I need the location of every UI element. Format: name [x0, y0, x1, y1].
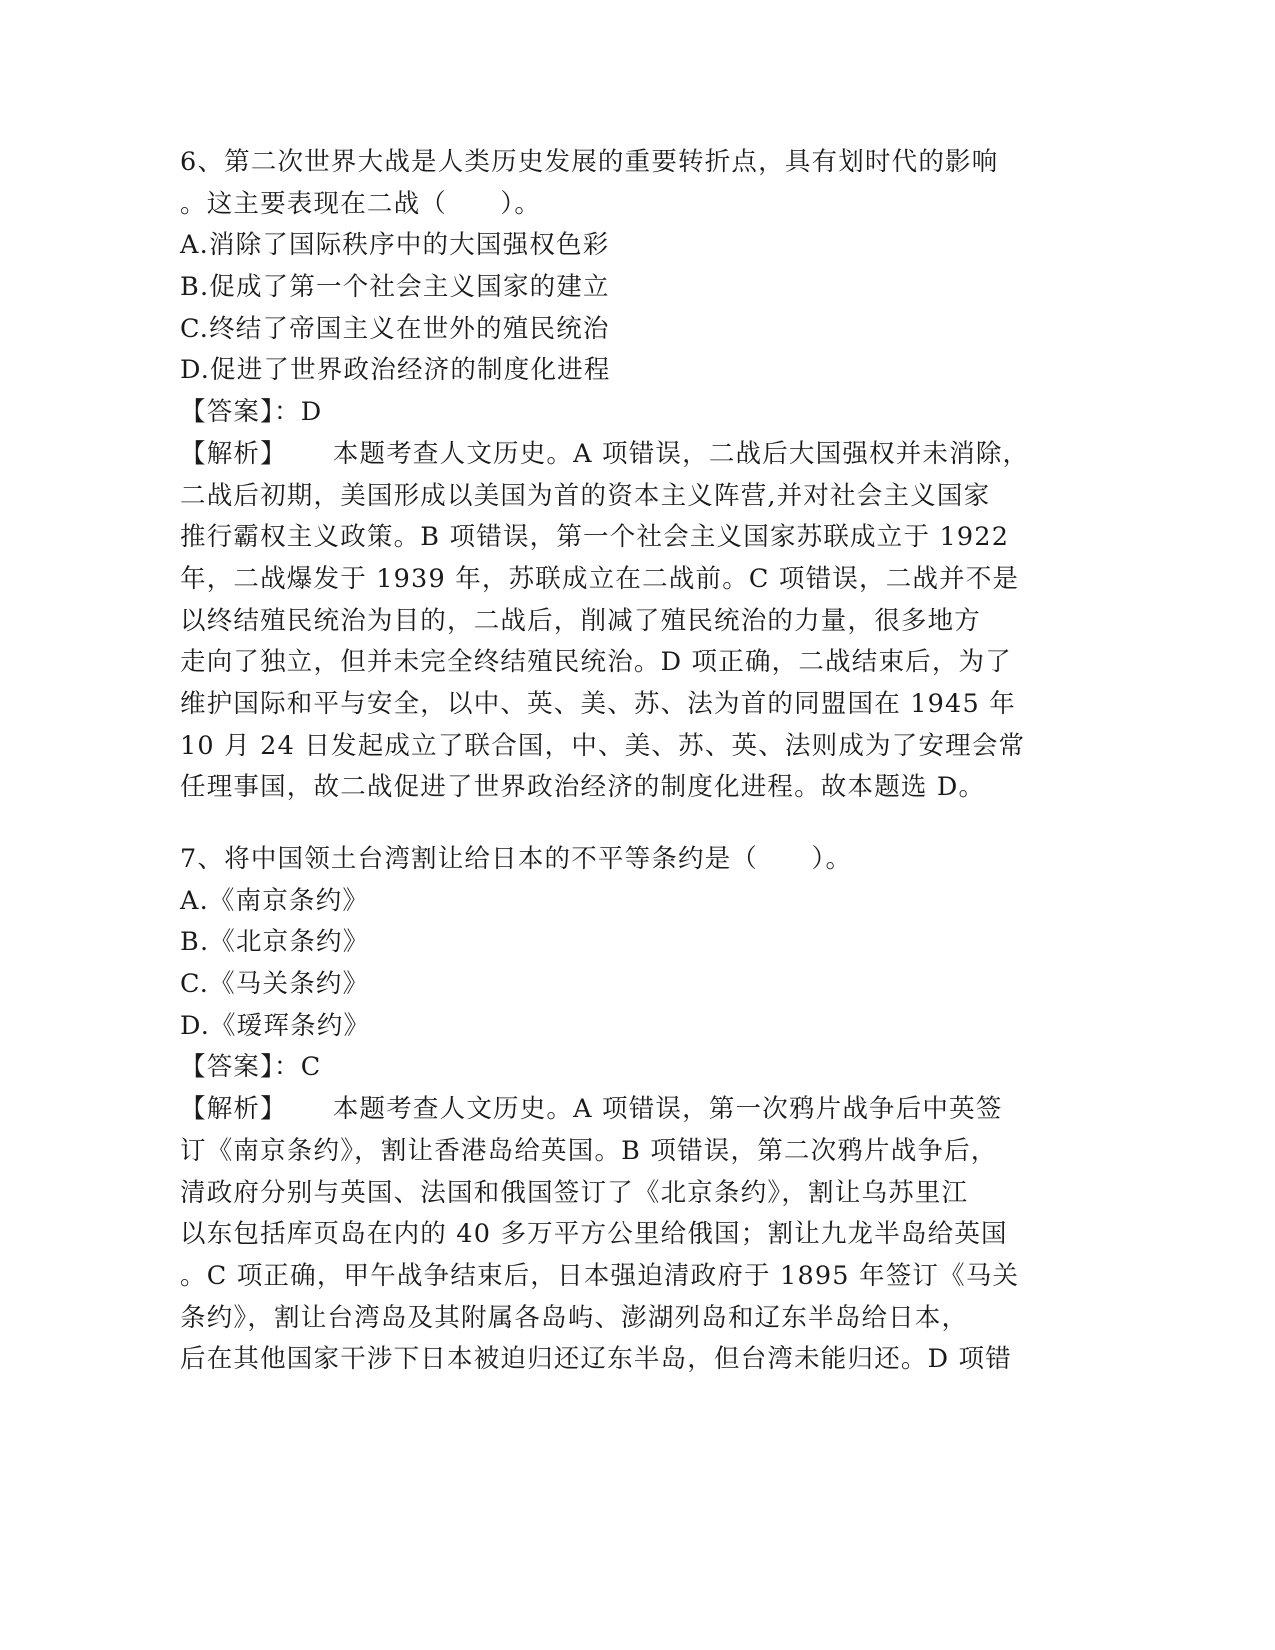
option-c: C.《马关条约》 — [180, 969, 370, 1000]
analysis-text: 条约》，割让台湾岛及其附属各岛屿、澎湖列岛和辽东半岛给日本， — [180, 1302, 969, 1333]
option-b: B.《北京条约》 — [180, 927, 370, 958]
option-a: A.《南京条约》 — [180, 885, 370, 916]
analysis-text: 维护国际和平与安全，以中、英、美、苏、法为首的同盟国在 1945 年 — [180, 688, 1016, 719]
question-stem-line: 。这主要表现在二战（ ）。 — [180, 188, 542, 219]
analysis-text: 本题考查人文历史。A 项错误，第一次鸦片战争后中英签 — [332, 1094, 1003, 1125]
analysis-line — [180, 434, 1080, 476]
option-b: B.促成了第一个社会主义国家的建立 — [180, 272, 610, 303]
analysis-text: 推行霸权主义政策。B 项错误，第一个社会主义国家苏联成立于 1922 — [180, 522, 1010, 553]
analysis-text: 以东包括库页岛在内的 40 多万平方公里给俄国；割让九龙半岛给英国 — [180, 1219, 1008, 1250]
analysis-text: 任理事国，故二战促进了世界政治经济的制度化进程。故本题选 D。 — [180, 772, 986, 803]
analysis-text: 10 月 24 日发起成立了联合国，中、美、苏、英、法则成为了安理会常 — [180, 730, 1026, 761]
analysis-text: 以终结殖民统治为目的，二战后，削减了殖民统治的力量，很多地方 — [180, 605, 982, 636]
analysis-text: 走向了独立，但并未完全终结殖民统治。D 项正确，二战结束后，为了 — [180, 647, 1012, 678]
analysis-text: 二战后初期，美国形成以美国为首的资本主义阵营,并对社会主义国家 — [180, 480, 991, 511]
analysis-text: 年，二战爆发于 1939 年，苏联成立在二战前。C 项错误，二战并不是 — [180, 563, 1020, 594]
question-7 — [180, 839, 1080, 1381]
answer-value: C — [300, 1052, 322, 1083]
answer-label: 【答案】： — [180, 1052, 301, 1083]
question-stem-line: 7、将中国领土台湾割让给日本的不平等条约是（ ）。 — [180, 844, 853, 874]
analysis-line — [180, 1089, 1080, 1131]
analysis-text: 。C 项正确，甲午战争结束后，日本强迫清政府于 1895 年签订《马关 — [180, 1260, 1020, 1291]
document-page — [180, 142, 1080, 1381]
answer-label: 【答案】： — [180, 397, 301, 428]
answer-value: D — [300, 397, 323, 428]
analysis-text: 本题考查人文历史。A 项错误，二战后大国强权并未消除， — [332, 438, 1030, 469]
question-stem-line: 6、第二次世界大战是人类历史发展的重要转折点，具有划时代的影响 — [180, 147, 999, 177]
analysis-text: 后在其他国家干涉下日本被迫归还辽东半岛，但台湾未能归还。D 项错 — [180, 1344, 1012, 1375]
analysis-text: 订《南京条约》，割让香港岛给英国。B 项错误，第二次鸦片战争后， — [180, 1135, 998, 1166]
analysis-label: 【解析】 — [180, 438, 287, 469]
option-c: C.终结了帝国主义在世外的殖民统治 — [180, 313, 610, 344]
question-separator — [180, 809, 1080, 839]
analysis-text: 清政府分别与英国、法国和俄国签订了《北京条约》，割让乌苏里江 — [180, 1177, 969, 1208]
question-6 — [180, 142, 1080, 809]
answer-line — [180, 392, 1080, 434]
option-a: A.消除了国际秩序中的大国强权色彩 — [180, 230, 610, 261]
answer-line — [180, 1047, 1080, 1089]
analysis-label: 【解析】 — [180, 1094, 287, 1125]
option-d: D.促进了世界政治经济的制度化进程 — [180, 355, 611, 386]
option-d: D.《瑷珲条约》 — [180, 1010, 371, 1041]
